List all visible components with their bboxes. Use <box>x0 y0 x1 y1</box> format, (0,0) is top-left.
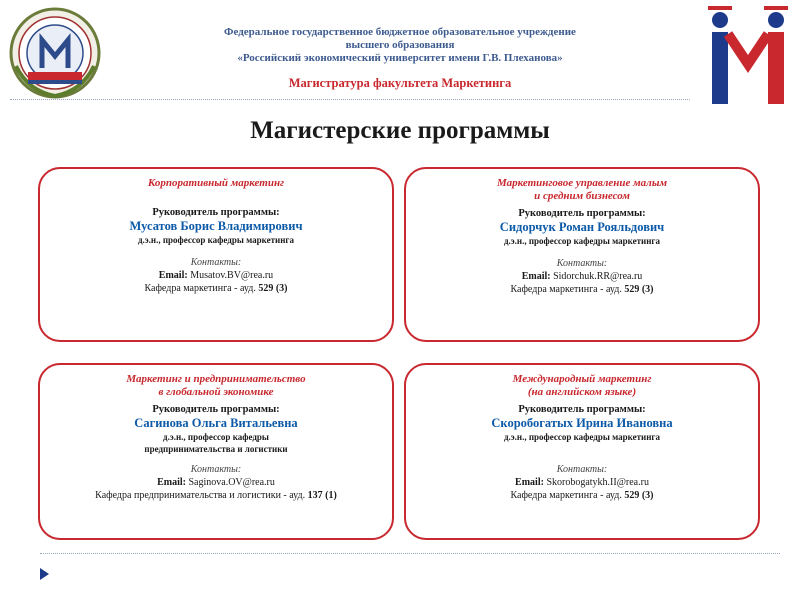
program-card-smb-marketing <box>404 167 760 342</box>
faculty-subtitle: Магистратура факультета Маркетинга <box>288 76 512 90</box>
email-link[interactable]: Saginova.OV@rea.ru <box>188 477 275 488</box>
program-card-global-entrepreneurship <box>38 363 394 540</box>
page-title: Магистерские программы <box>250 117 550 144</box>
email-link[interactable]: Sidorchuk.RR@rea.ru <box>553 271 643 282</box>
leader-label: Руководитель программы: <box>518 404 646 415</box>
program-title: Международный маркетинг (на английском языке) <box>512 373 652 398</box>
leader-name: Сагинова Ольга Витальевна <box>134 416 298 430</box>
program-card-international-marketing <box>404 363 760 540</box>
contacts-label: Контакты: <box>190 257 242 268</box>
email-line <box>406 270 758 283</box>
university-seal-logo <box>8 6 102 100</box>
department-text: Кафедра маркетинга - ауд. <box>144 283 256 294</box>
department-line <box>40 489 392 502</box>
program-card-corporate-marketing <box>38 167 394 342</box>
faculty-marketing-logo <box>700 2 796 112</box>
program-title: Корпоративный маркетинг <box>147 177 285 189</box>
department-text: Кафедра предпринимательства и логистики - ауд. <box>95 490 306 501</box>
email-link[interactable]: Musatov.BV@rea.ru <box>190 270 274 281</box>
leader-name: Сидорчук Роман Рояльдович <box>499 220 665 234</box>
next-slide-arrow-icon[interactable] <box>40 568 49 580</box>
email-label: Email: <box>157 477 186 488</box>
room-number: 529 (3) <box>624 284 654 295</box>
department-line <box>40 282 392 295</box>
footer-divider <box>40 553 780 554</box>
email-label: Email: <box>158 270 188 281</box>
program-title: Маркетинговое управление малым и средним бизнесом <box>496 177 667 202</box>
department-text: Кафедра маркетинга - ауд. <box>510 284 622 295</box>
leader-label: Руководитель программы: <box>152 207 280 218</box>
header-line-1: Федеральное государственное бюджетное образовательное учреждение <box>224 26 576 38</box>
leader-label: Руководитель программы: <box>152 404 280 415</box>
email-line <box>40 476 392 489</box>
header-line-3: «Российский экономический университет имени Г.В. Плеханова» <box>237 52 563 64</box>
email-label: Email: <box>521 271 551 282</box>
contacts-label: Контакты: <box>556 258 608 269</box>
email-link[interactable]: Skorobogatykh.II@rea.ru <box>546 477 649 488</box>
contacts-label: Контакты: <box>556 464 608 475</box>
room-number: 529 (3) <box>624 490 654 501</box>
email-line <box>406 476 758 489</box>
department-line <box>406 489 758 502</box>
room-number: 529 (3) <box>258 283 288 294</box>
email-label: Email: <box>515 477 544 488</box>
leader-title: д.э.н., профессор кафедры предпринимательства и логистики <box>144 432 288 454</box>
institution-header <box>120 26 680 65</box>
leader-title: д.э.н., профессор кафедры маркетинга <box>137 235 295 245</box>
contacts-label: Контакты: <box>190 464 242 475</box>
leader-name: Скоробогатых Ирина Ивановна <box>491 416 673 430</box>
header-divider <box>10 99 690 100</box>
leader-label: Руководитель программы: <box>518 208 646 219</box>
leader-title: д.э.н., профессор кафедры маркетинга <box>503 236 661 246</box>
leader-title: д.э.н., профессор кафедры маркетинга <box>503 432 661 442</box>
department-line <box>406 283 758 296</box>
department-text: Кафедра маркетинга - ауд. <box>510 490 622 501</box>
program-title: Маркетинг и предпринимательство в глобальной экономике <box>126 373 306 398</box>
header-line-2: высшего образования <box>345 39 455 51</box>
email-line <box>40 269 392 282</box>
room-number: 137 (1) <box>307 490 337 501</box>
leader-name: Мусатов Борис Владимирович <box>129 219 303 233</box>
